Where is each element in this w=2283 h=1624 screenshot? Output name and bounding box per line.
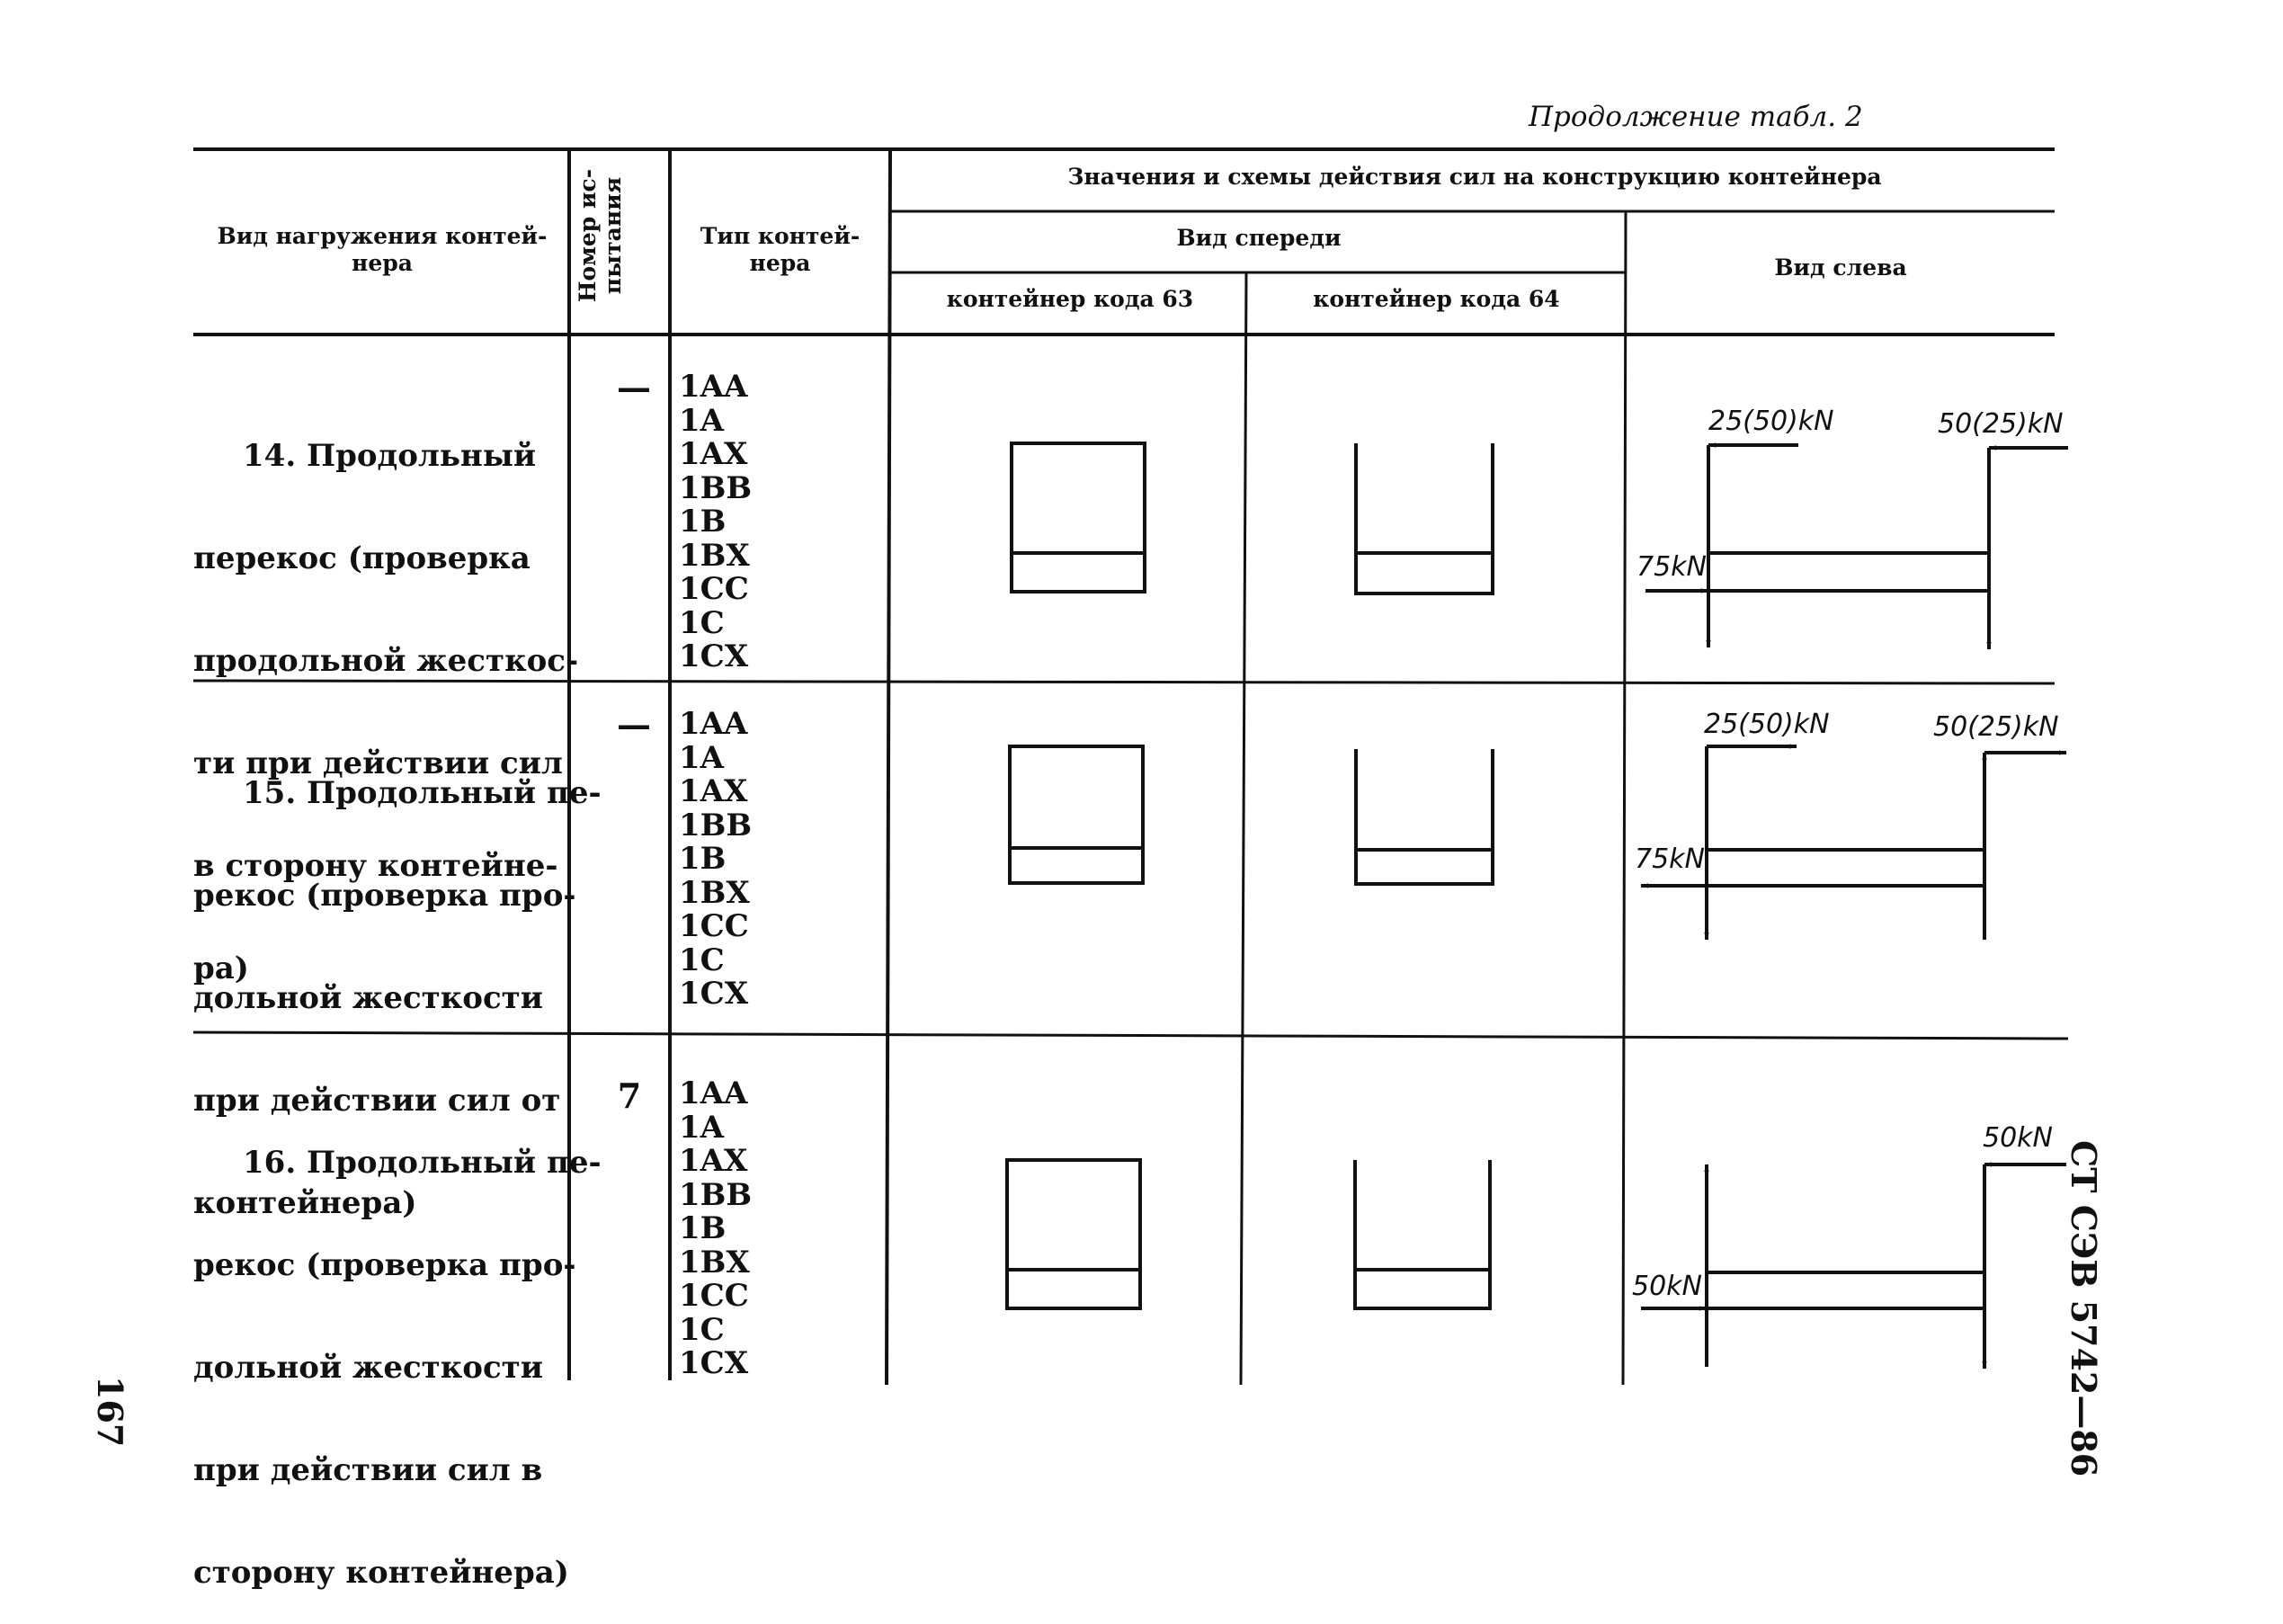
document-code: СТ СЭВ 5742—86 xyxy=(2064,1140,2104,1477)
row-16-load-line: дольной жесткости xyxy=(193,1350,543,1386)
row-15-load-line: рекос (проверка про- xyxy=(193,878,576,914)
header-test-number-line1: Номер ис- xyxy=(575,168,601,303)
header-test-number-line2: пытания xyxy=(600,176,626,295)
container-type: 1B xyxy=(679,1210,727,1246)
container-type: 1AA xyxy=(679,706,748,742)
container-type: 1AX xyxy=(679,1143,748,1179)
row-15-load-line: контейнера) xyxy=(193,1185,417,1221)
container-type: 1BX xyxy=(679,1244,750,1280)
row-15-code63-diagram xyxy=(1010,746,1143,883)
container-type: 1AA xyxy=(679,369,748,405)
header-code64: контейнер кода 64 xyxy=(1313,286,1560,312)
row-15-force-left-label: 25(50)kN xyxy=(1704,709,1830,740)
row-14-load-line: перекос (проверка xyxy=(193,540,531,576)
header-front-view: Вид спереди xyxy=(1176,225,1342,251)
row-14-load-line: 14. Продольный xyxy=(243,438,537,474)
container-type: 1CC xyxy=(679,908,749,944)
container-type: 1BX xyxy=(679,874,750,911)
container-type: 1CX xyxy=(679,638,749,674)
container-type: 1A xyxy=(679,1109,725,1146)
container-type: 1CX xyxy=(679,976,749,1012)
row-15-test-number: — xyxy=(617,704,651,745)
row-15-force-right-label: 50(25)kN xyxy=(1933,711,2059,743)
container-type: 1BX xyxy=(679,537,750,574)
container-type: 1AX xyxy=(679,436,748,472)
row-14-load-line: ра) xyxy=(193,950,249,986)
container-type: 1C xyxy=(679,604,725,641)
row-14-force-left-label: 25(50)kN xyxy=(1708,406,1834,437)
container-type: 1C xyxy=(679,1311,725,1348)
row-14-force-right-label: 50(25)kN xyxy=(1938,408,2064,440)
page-number: 167 xyxy=(90,1376,130,1448)
row-15-load-line: 15. Продольный пе- xyxy=(243,775,602,811)
row-16-force-side-label: 50kN xyxy=(1632,1271,1702,1302)
header-forces-values: Значения и схемы действия сил на конструкцию контейнера xyxy=(1067,164,1882,190)
container-type: 1A xyxy=(679,402,725,439)
row-14-load-line: ти при действии сил xyxy=(193,745,563,781)
row-16-load-line: рекос (проверка про- xyxy=(193,1247,576,1283)
container-type: 1BB xyxy=(679,469,753,506)
container-type: 1C xyxy=(679,941,725,978)
header-container-type-line2: нера xyxy=(749,250,811,276)
header-code63: контейнер кода 63 xyxy=(946,286,1194,312)
row-14-code63-diagram xyxy=(1012,443,1145,592)
container-type: 1CC xyxy=(679,1278,749,1314)
row-15-load-line: дольной жесткости xyxy=(193,980,543,1016)
row-14-load-line: в сторону контейне- xyxy=(193,848,558,884)
row-16-load-line: 16. Продольный пе- xyxy=(243,1145,602,1181)
row-14-left-view-diagram xyxy=(1645,445,2068,649)
row-15-force-side-label: 75kN xyxy=(1635,843,1705,875)
container-type: 1B xyxy=(679,504,727,540)
header-container-type-line1: Тип контей- xyxy=(700,223,861,249)
row-15-load-line: при действии сил от xyxy=(193,1083,561,1119)
container-type: 1BB xyxy=(679,1176,753,1213)
row-16-test-number: 7 xyxy=(617,1075,642,1116)
row-14-code64-diagram xyxy=(1356,443,1493,593)
container-type: 1BB xyxy=(679,807,753,843)
row-16-load-line: при действии сил в xyxy=(193,1452,543,1488)
row-16-load-line: сторону контейнера) xyxy=(193,1555,569,1591)
header-left-view: Вид слева xyxy=(1774,254,1907,281)
row-16-code63-diagram xyxy=(1007,1160,1140,1308)
row-15-code64-diagram xyxy=(1356,749,1493,884)
container-type: 1CC xyxy=(679,571,749,607)
header-load-type-line1: Вид нагружения контей- xyxy=(217,223,548,249)
header-load-type-line2: нера xyxy=(352,250,413,276)
container-type: 1A xyxy=(679,739,725,776)
row-16-left-view-diagram xyxy=(1641,1164,2066,1369)
row-16-code64-diagram xyxy=(1355,1160,1490,1308)
container-type: 1B xyxy=(679,841,727,877)
row-14-load-line: продольной жесткос- xyxy=(193,643,579,679)
row-16-force-right-label: 50kN xyxy=(1983,1122,2053,1154)
continuation-title: Продолжение табл. 2 xyxy=(1529,101,1863,133)
container-type: 1AX xyxy=(679,773,748,809)
row-14-test-number: — xyxy=(617,367,651,407)
container-type: 1CX xyxy=(679,1345,749,1381)
container-type: 1AA xyxy=(679,1075,748,1111)
row-14-force-side-label: 75kN xyxy=(1636,551,1707,583)
